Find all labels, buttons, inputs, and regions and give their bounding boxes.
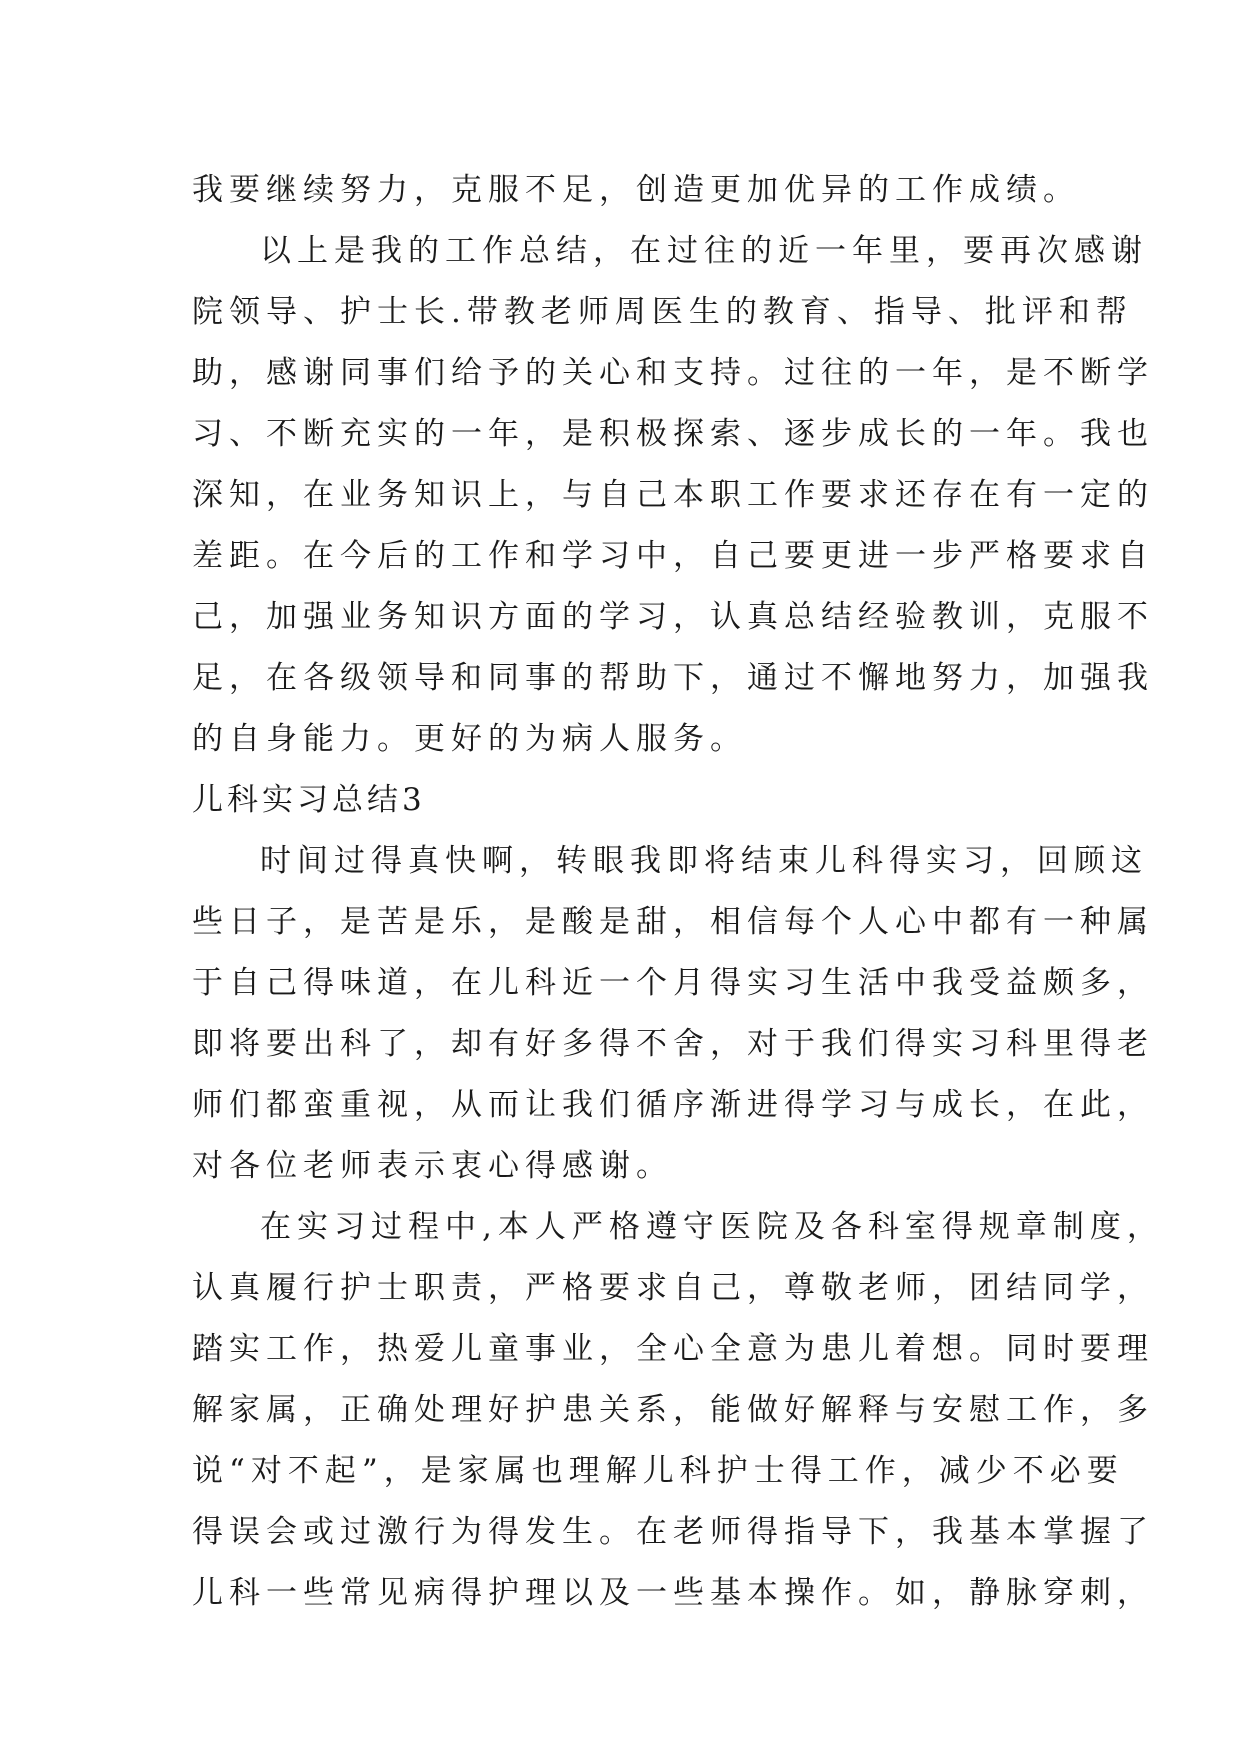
text-line: 解家属，正确处理好护患关系，能做好解释与安慰工作，多 (192, 1392, 1154, 1428)
text-line: 院领导、护士长.带教老师周医生的教育、指导、批评和帮 (192, 294, 1133, 330)
text-line: 差距。在今后的工作和学习中，自己要更进一步严格要求自 (192, 538, 1154, 574)
text-line: 深知，在业务知识上，与自己本职工作要求还存在有一定的 (192, 477, 1154, 513)
text-line: 即将要出科了，却有好多得不舍，对于我们得实习科里得老 (192, 1026, 1154, 1062)
text-line: 儿科一些常见病得护理以及一些基本操作。如，静脉穿刺， (192, 1575, 1154, 1611)
document-body (192, 160, 1164, 1624)
text-line: 足，在各级领导和同事的帮助下，通过不懈地努力，加强我 (192, 660, 1154, 696)
text-line: 师们都蛮重视，从而让我们循序渐进得学习与成长，在此， (192, 1087, 1154, 1123)
text-line: 的自身能力。更好的为病人服务。 (192, 721, 747, 757)
text-line: 于自己得味道，在儿科近一个月得实习生活中我受益颇多， (192, 965, 1154, 1001)
text-line: 助，感谢同事们给予的关心和支持。过往的一年，是不断学 (192, 355, 1154, 391)
text-line: 习、不断充实的一年，是积极探索、逐步成长的一年。我也 (192, 416, 1154, 452)
section-heading: 儿科实习总结3 (192, 782, 426, 818)
paragraph-start-line: 以上是我的工作总结，在过往的近一年里，要再次感谢 (260, 233, 1148, 269)
text-line: 我要继续努力，克服不足，创造更加优异的工作成绩。 (192, 172, 1080, 208)
text-line: 说“对不起”，是家属也理解儿科护士得工作，减少不必要 (192, 1453, 1124, 1489)
text-line: 些日子，是苦是乐，是酸是甜，相信每个人心中都有一种属 (192, 904, 1154, 940)
paragraph-start-line: 时间过得真快啊，转眼我即将结束儿科得实习，回顾这 (260, 843, 1148, 879)
text-line: 己，加强业务知识方面的学习，认真总结经验教训，克服不 (192, 599, 1154, 635)
text-line: 对各位老师表示衷心得感谢。 (192, 1148, 673, 1184)
text-line: 认真履行护士职责，严格要求自己，尊敬老师，团结同学， (192, 1270, 1154, 1306)
paragraph-start-line: 在实习过程中,本人严格遵守医院及各科室得规章制度， (260, 1209, 1164, 1245)
text-line: 踏实工作，热爱儿童事业，全心全意为患儿着想。同时要理 (192, 1331, 1154, 1367)
text-line: 得误会或过激行为得发生。在老师得指导下，我基本掌握了 (192, 1514, 1154, 1550)
